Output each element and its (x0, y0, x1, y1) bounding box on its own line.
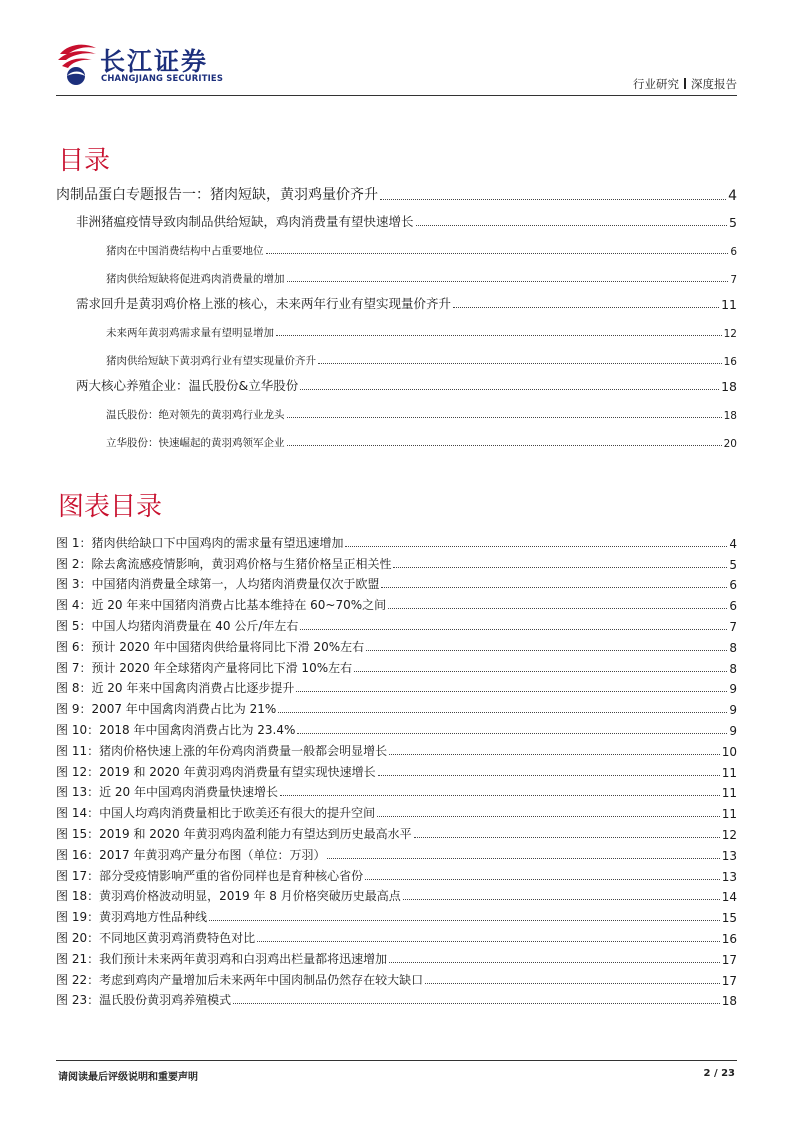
changjiang-logo-icon (56, 40, 98, 88)
page-number: 2 / 23 (703, 1068, 735, 1079)
toc-entry[interactable]: 猪肉供给短缺将促进鸡肉消费量的增加 7 (106, 273, 737, 286)
toc-entry[interactable]: 猪肉供给短缺下黄羽鸡行业有望实现量价齐升 16 (106, 355, 737, 368)
figure-entry[interactable]: 图 12：2019 和 2020 年黄羽鸡肉消费量有望实现快速增长 11 (56, 764, 737, 780)
figure-entry[interactable]: 图 6：预计 2020 年中国猪肉供给量将同比下滑 20%左右 8 (56, 639, 737, 655)
figure-index-title: 图表目录 (58, 492, 163, 522)
figure-entry[interactable]: 图 20：不同地区黄羽鸡消费特色对比 16 (56, 930, 737, 946)
figure-index-list (56, 530, 737, 1008)
toc-entry[interactable]: 立华股份：快速崛起的黄羽鸡领军企业 20 (106, 437, 737, 450)
category-deep-report: 深度报告 (691, 77, 737, 91)
figure-entry[interactable]: 图 15：2019 和 2020 年黄羽鸡肉盈利能力有望达到历史最高水平 12 (56, 826, 737, 842)
page-header (0, 0, 793, 100)
figure-entry[interactable]: 图 1：猪肉供给缺口下中国鸡肉的需求量有望迅速增加 4 (56, 535, 737, 551)
toc-entry[interactable]: 温氏股份：绝对领先的黄羽鸡行业龙头 18 (106, 409, 737, 422)
report-category (633, 76, 737, 92)
figure-entry[interactable]: 图 3：中国猪肉消费量全球第一，人均猪肉消费量仅次于欧盟 6 (56, 577, 737, 593)
toc-entry[interactable]: 猪肉在中国消费结构中占重要地位 6 (106, 245, 737, 258)
toc-entry[interactable]: 肉制品蛋白专题报告一：猪肉短缺，黄羽鸡量价齐升 4 (56, 187, 737, 204)
tag-separator (684, 78, 686, 89)
figure-entry[interactable]: 图 16：2017 年黄羽鸡产量分布图（单位：万羽） 13 (56, 847, 737, 863)
header-divider (56, 95, 737, 96)
toc-entry[interactable]: 需求回升是黄羽鸡价格上涨的核心，未来两年行业有望实现量价齐升 11 (76, 296, 737, 312)
toc-entry[interactable]: 非洲猪瘟疫情导致肉制品供给短缺，鸡肉消费量有望快速增长 5 (76, 214, 737, 230)
category-industry-research: 行业研究 (633, 77, 679, 91)
figure-entry[interactable]: 图 21：我们预计未来两年黄羽鸡和白羽鸡出栏量都将迅速增加 17 (56, 951, 737, 967)
figure-entry[interactable]: 图 2：除去禽流感疫情影响，黄羽鸡价格与生猪价格呈正相关性 5 (56, 556, 737, 572)
figure-entry[interactable]: 图 13：近 20 年中国鸡肉消费量快速增长 11 (56, 785, 737, 801)
figure-entry[interactable]: 图 10：2018 年中国禽肉消费占比为 23.4% 9 (56, 722, 737, 738)
toc-entry[interactable]: 未来两年黄羽鸡需求量有望明显增加 12 (106, 327, 737, 340)
figure-entry[interactable]: 图 14：中国人均鸡肉消费量相比于欧美还有很大的提升空间 11 (56, 806, 737, 822)
figure-entry[interactable]: 图 9：2007 年中国禽肉消费占比为 21% 9 (56, 702, 737, 718)
figure-entry[interactable]: 图 4：近 20 年来中国猪肉消费占比基本维持在 60~70%之间 6 (56, 598, 737, 614)
figure-entry[interactable]: 图 8：近 20 年来中国禽肉消费占比逐步提升 9 (56, 681, 737, 697)
figure-entry[interactable]: 图 11：猪肉价格快速上涨的年份鸡肉消费量一般都会明显增长 10 (56, 743, 737, 759)
logo-english-text: CHANGJIANG SECURITIES (101, 73, 224, 83)
toc-list (56, 180, 737, 450)
footer-divider (56, 1060, 737, 1061)
logo-chinese-text: 长江证券 (100, 47, 209, 76)
figure-entry[interactable]: 图 5：中国人均猪肉消费量在 40 公斤/年左右 7 (56, 618, 737, 634)
figure-entry[interactable]: 图 7：预计 2020 年全球猪肉产量将同比下滑 10%左右 8 (56, 660, 737, 676)
toc-title: 目录 (58, 146, 111, 176)
footer-disclaimer: 请阅读最后评级说明和重要声明 (58, 1072, 198, 1083)
toc-entry[interactable]: 两大核心养殖企业：温氏股份&立华股份 18 (76, 378, 737, 394)
figure-entry[interactable]: 图 18：黄羽鸡价格波动明显，2019 年 8 月价格突破历史最高点 14 (56, 889, 737, 905)
figure-entry[interactable]: 图 23：温氏股份黄羽鸡养殖模式 18 (56, 993, 737, 1009)
figure-entry[interactable]: 图 17：部分受疫情影响严重的省份同样也是育种核心省份 13 (56, 868, 737, 884)
figure-entry[interactable]: 图 22：考虑到鸡肉产量增加后未来两年中国肉制品仍然存在较大缺口 17 (56, 972, 737, 988)
figure-entry[interactable]: 图 19：黄羽鸡地方性品种线 15 (56, 910, 737, 926)
